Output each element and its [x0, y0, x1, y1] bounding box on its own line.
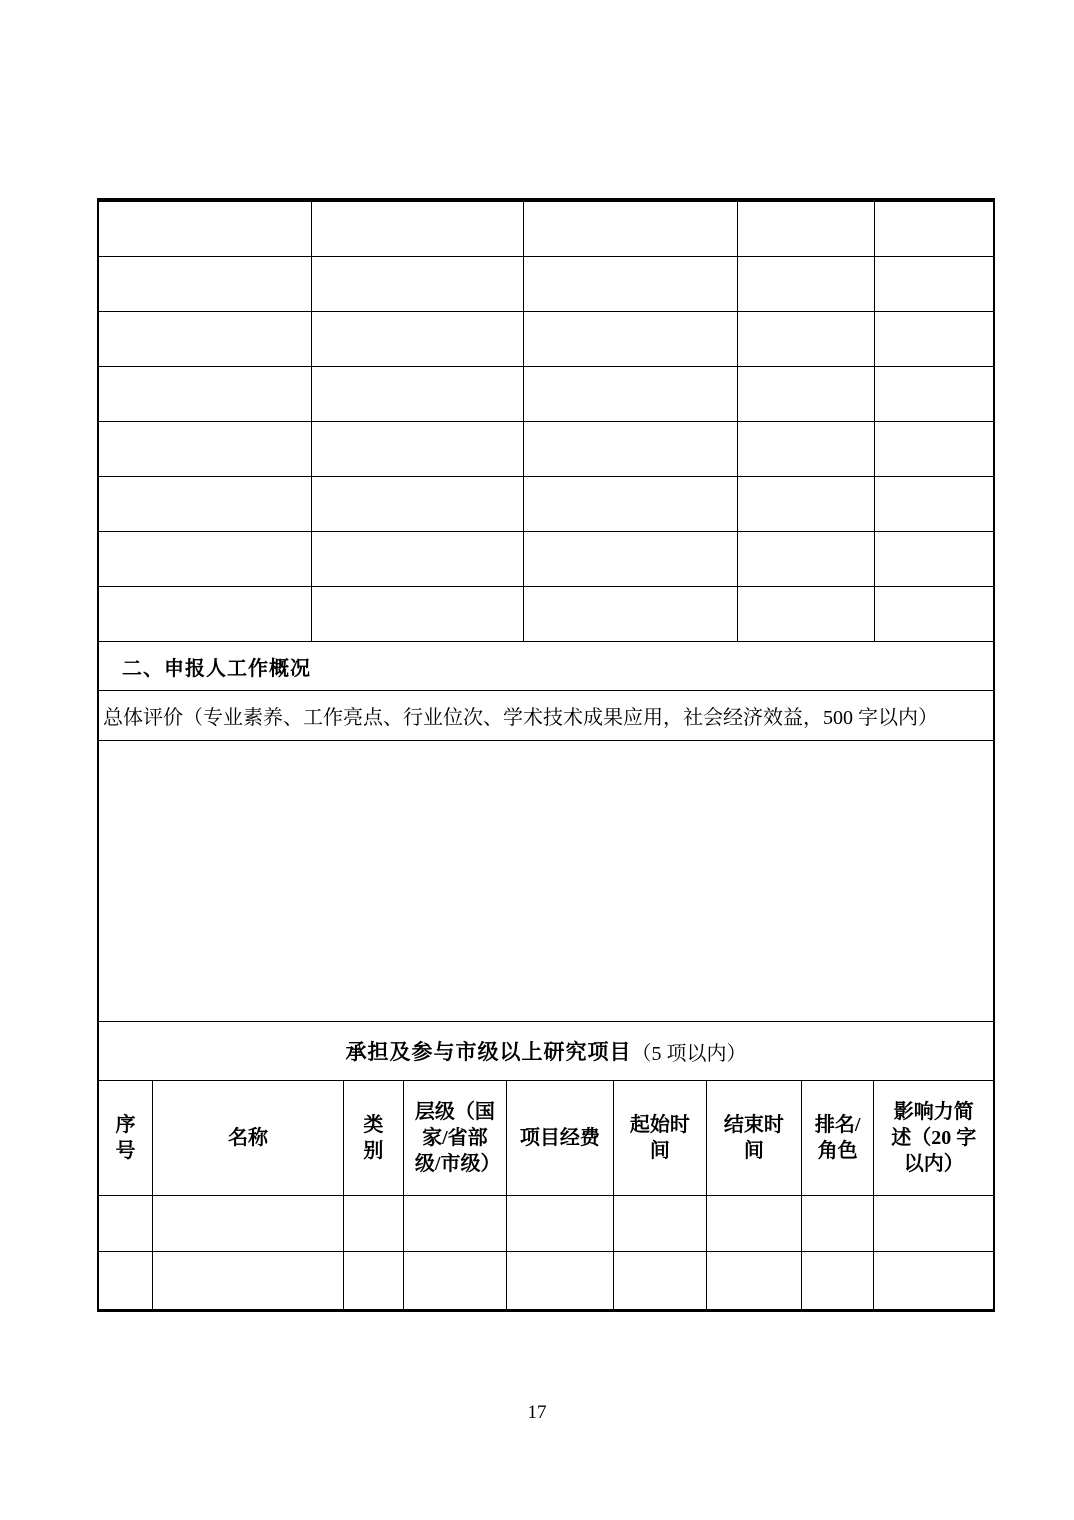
project-cell [153, 1196, 344, 1252]
project-cell [404, 1196, 507, 1252]
page-number: 17 [527, 1402, 547, 1423]
project-cell [874, 1196, 993, 1252]
empty-cell [312, 477, 524, 532]
project-cell [707, 1196, 802, 1252]
projects-title-row [99, 1022, 993, 1081]
col-header-rank-role: 排名/角色 [802, 1081, 875, 1196]
overall-evaluation-label: 总体评价（专业素养、工作亮点、行业位次、学术技术成果应用，社会经济效益，500 字以内） [99, 691, 993, 741]
application-form-table [97, 198, 995, 1312]
empty-cell [875, 422, 994, 477]
project-row [99, 1252, 993, 1309]
empty-cell [99, 202, 312, 257]
empty-grid-row [99, 587, 993, 642]
project-cell [344, 1252, 404, 1309]
empty-cell [312, 367, 524, 422]
empty-cell [738, 532, 875, 587]
col-header-funding: 项目经费 [507, 1081, 614, 1196]
project-cell [344, 1196, 404, 1252]
empty-cell [312, 312, 524, 367]
project-cell [404, 1252, 507, 1309]
empty-cell [524, 312, 738, 367]
empty-cell [524, 257, 738, 312]
empty-grid-row [99, 422, 993, 477]
empty-cell [99, 312, 312, 367]
empty-cell [875, 587, 994, 642]
empty-cell [738, 587, 875, 642]
empty-grid-row [99, 312, 993, 367]
project-cell [99, 1252, 153, 1309]
project-cell [802, 1196, 875, 1252]
col-header-end-time: 结束时间 [707, 1081, 802, 1196]
empty-cell [99, 257, 312, 312]
empty-cell [524, 587, 738, 642]
col-header-impact-summary: 影响力简述（20 字以内） [874, 1081, 993, 1196]
empty-cell [524, 532, 738, 587]
col-header-serial-number: 序号 [99, 1081, 153, 1196]
empty-cell [875, 312, 994, 367]
empty-cell [875, 202, 994, 257]
projects-header-row [99, 1081, 993, 1196]
project-cell [507, 1252, 614, 1309]
empty-cell [524, 202, 738, 257]
col-header-name: 名称 [153, 1081, 344, 1196]
col-header-start-time: 起始时间 [614, 1081, 707, 1196]
project-cell [614, 1196, 707, 1252]
project-row [99, 1196, 993, 1252]
empty-cell [875, 477, 994, 532]
empty-cell [99, 477, 312, 532]
section-heading: 二、申报人工作概况 [99, 642, 993, 691]
empty-cell [524, 367, 738, 422]
project-cell [874, 1252, 993, 1309]
empty-cell [738, 202, 875, 257]
empty-cell [875, 257, 994, 312]
overall-evaluation-input-area [99, 741, 993, 1022]
empty-cell [738, 422, 875, 477]
empty-grid-row [99, 532, 993, 587]
empty-cell [312, 202, 524, 257]
empty-cell [99, 422, 312, 477]
empty-cell [524, 477, 738, 532]
empty-cell [875, 367, 994, 422]
empty-cell [875, 532, 994, 587]
empty-cell [312, 257, 524, 312]
empty-cell [99, 587, 312, 642]
projects-table-title [99, 1022, 993, 1081]
project-cell [802, 1252, 875, 1309]
overall-evaluation-row [99, 691, 993, 741]
empty-grid-row [99, 202, 993, 257]
empty-cell [738, 257, 875, 312]
empty-cell [524, 422, 738, 477]
section-heading-row [99, 642, 993, 691]
empty-cell [738, 367, 875, 422]
project-cell [153, 1252, 344, 1309]
project-cell [707, 1252, 802, 1309]
empty-cell [738, 312, 875, 367]
empty-cell [312, 587, 524, 642]
empty-cell [99, 367, 312, 422]
empty-grid-row [99, 477, 993, 532]
col-header-category: 类别 [344, 1081, 404, 1196]
col-header-level: 层级（国家/省部级/市级） [404, 1081, 507, 1196]
empty-grid-row [99, 257, 993, 312]
projects-title-limit: （5 项以内） [631, 1042, 747, 1065]
empty-cell [738, 477, 875, 532]
overall-evaluation-area-row [99, 741, 993, 1022]
empty-cell [312, 422, 524, 477]
empty-grid-row [99, 367, 993, 422]
project-cell [614, 1252, 707, 1309]
projects-title-text: 承担及参与市级以上研究项目 [345, 1040, 632, 1064]
project-cell [99, 1196, 153, 1252]
empty-cell [312, 532, 524, 587]
project-cell [507, 1196, 614, 1252]
empty-cell [99, 532, 312, 587]
